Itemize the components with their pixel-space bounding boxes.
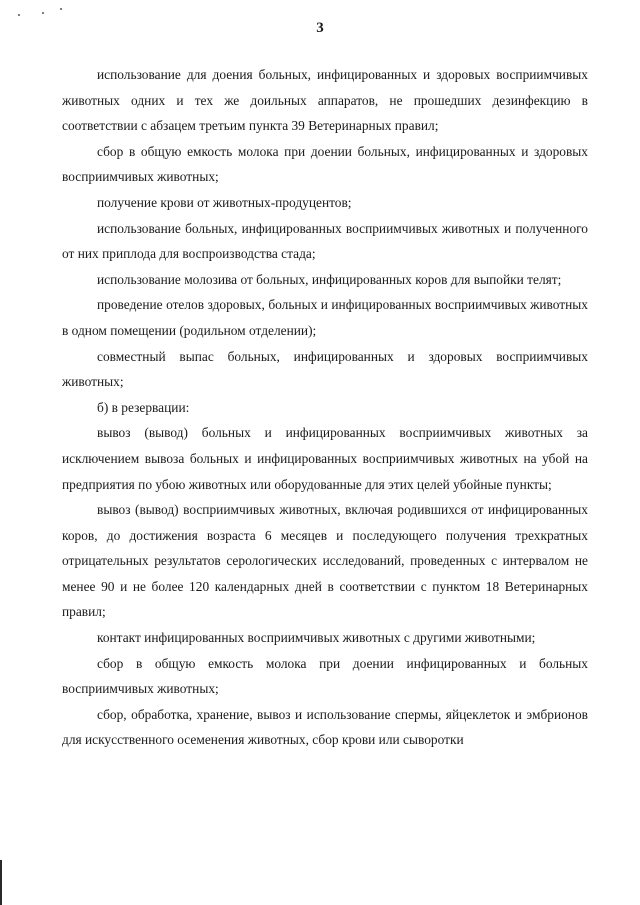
page-number: 3 bbox=[316, 20, 324, 36]
paragraph: использование молозива от больных, инфицированных коров для выпойки телят; bbox=[97, 271, 562, 287]
paragraph: совместный выпас больных, инфицированных и здоровых восприимчивых животных; bbox=[62, 348, 588, 390]
paragraph: сбор в общую емкость молока при доении больных, инфицированных и здоровых восприимчивых животных; bbox=[62, 143, 588, 185]
scan-edge-line bbox=[0, 860, 2, 905]
paragraph: контакт инфицированных восприимчивых животных с другими животными; bbox=[97, 630, 536, 646]
paragraph: получение крови от животных-продуцентов; bbox=[97, 194, 352, 210]
paragraph: сбор, обработка, хранение, вывоз и использование спермы, яйцеклеток и эмбрионов для искусственного осеменения животных, сбор крови или сыворотки bbox=[62, 706, 588, 748]
paragraph: проведение отелов здоровых, больных и инфицированных восприимчивых животных в одном помещении (родильном отделении); bbox=[62, 297, 588, 338]
paragraph: использование для доения больных, инфицированных и здоровых восприимчивых животных одних и тех же доильных аппаратов, не прошедших дезинфекцию в соответствии с абзацем третьим пункта 39 Ветеринарных правил; bbox=[62, 67, 588, 134]
paragraph: использование больных, инфицированных восприимчивых животных и полученного от них приплода для воспроизводства стада; bbox=[62, 220, 588, 262]
paragraph: сбор в общую емкость молока при доении инфицированных и больных восприимчивых животных; bbox=[62, 655, 588, 697]
paragraph: вывоз (вывод) больных и инфицированных восприимчивых животных за исключением вывоза больных и инфицированных восприимчивых животных на убой на предприятия по убою животных или оборудованные для этих целей убойные пункты; bbox=[62, 425, 588, 492]
document-body bbox=[62, 62, 588, 753]
paragraph: вывоз (вывод) восприимчивых животных, включая родившихся от инфицированных коров, до достижения возраста 6 месяцев и последующего получения трехкратных отрицательных результатов серологических исследований, проведенных с интервалом не менее 90 и не более 120 календарных дней в соответствии с пунктом 18 Ветеринарных правил; bbox=[62, 502, 588, 620]
paragraph: б) в резервации: bbox=[97, 399, 190, 415]
